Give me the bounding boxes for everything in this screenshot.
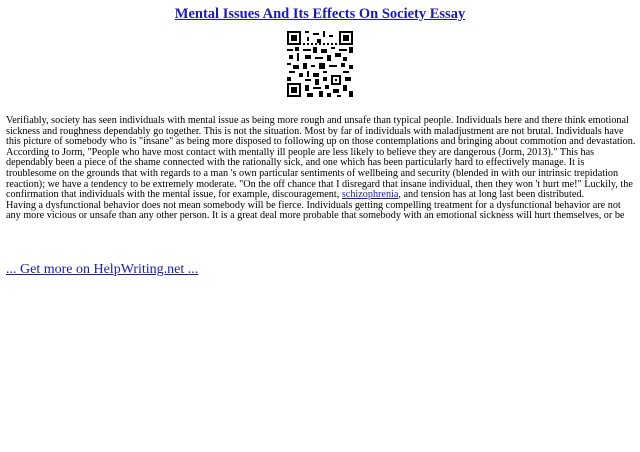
paragraph-1-text: Verifiably, society has seen individuals with mental issue as being more rough and unsafe than typical people. Individuals here and there think emotional sickness and roughness dependably go together. This is not the situation. Most by far of individuals with maladjustment are not brutal. Individuals have this picture of somebody who is "insane" as being more disposed to following up on those contemplations and bringing about commotion and devastation. According to Jorm, "People who have most contact with mentally ill people are less likely to believe they are dangerous (Jorm, 2013)." This has dependably been a piece of the shame connected with the rationally sick, and one which has been particularly hard to effectively manage. It is troublesome on the grounds that with regards to a man 's own particular sentiments of wellbeing and security (blended in with our intrinsic trepidation reaction); we have a tendency to be extremely moderate. "On the off chance that I disregard that insane individual, then they won 't hurt me!" Luckily, the confirmation that individuals with the mental issue, for example, discouragement,: [6, 115, 638, 201]
get-more-link[interactable]: ... Get more on HelpWriting.net ...: [6, 262, 199, 277]
essay-body: [6, 116, 636, 222]
paragraph-2-text: Having a dysfunctional behavior does not mean somebody will be fierce. Individuals getting compelling treatment for a dysfunctional behavior are not any more vicious or unsafe than any other person. It is a great deal more probable that somebody with an emotional sickness will hurt themselves, or be: [6, 199, 625, 222]
qr-code-icon: [287, 31, 353, 97]
paragraph-1-continuation: , and tension has at long last been distributed.: [398, 189, 585, 201]
document-title[interactable]: Mental Issues And Its Effects On Society Essay: [174, 6, 466, 22]
schizophrenia-link[interactable]: schizophrenia: [341, 189, 399, 201]
